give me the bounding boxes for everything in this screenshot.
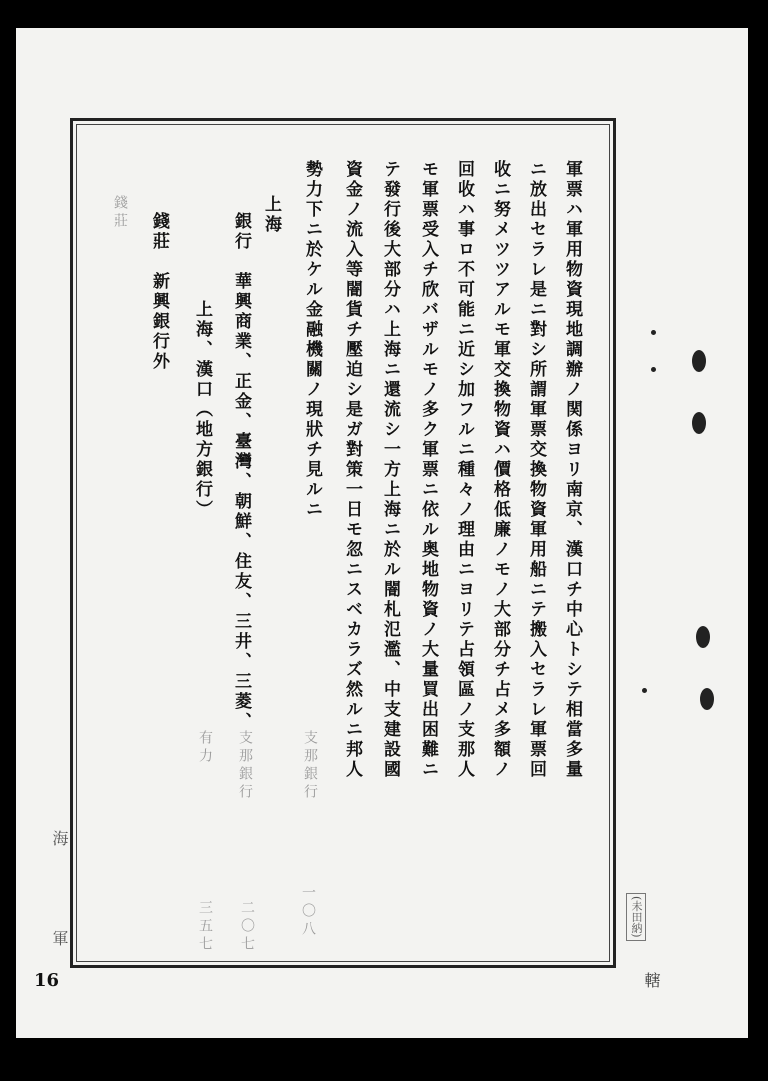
text-column-5: モ軍票受入チ欣バザルモノ多ク軍票ニ依ル奥地物資ノ大量買出困難ニ bbox=[418, 160, 438, 780]
list-item-native-banks: 錢莊 新興銀行外 bbox=[149, 212, 169, 372]
faint-entry: 二〇七 bbox=[239, 900, 255, 954]
faint-entry: 支那銀行 bbox=[237, 730, 253, 802]
text-column-1: 軍票ハ軍用物資現地調辦ノ関係ヨリ南京、漢口チ中心トシテ相當多量 bbox=[562, 160, 582, 780]
faint-entry: 三五七 bbox=[197, 900, 213, 954]
list-item-banks: 銀行 華興商業、正金、臺灣、朝鮮、住友、三井、三菱、 bbox=[231, 212, 251, 732]
margin-label-lower: 軍 bbox=[50, 930, 69, 946]
corner-note: (未田納) bbox=[626, 893, 646, 941]
text-column-3: 收ニ努メツツアルモ軍交換物資ハ價格低廉ノモノ大部分チ占メ多額ノ bbox=[490, 160, 510, 780]
faint-entry: 有力 bbox=[197, 730, 213, 766]
binding-dot bbox=[651, 330, 656, 335]
binding-dot bbox=[651, 367, 656, 372]
text-column-2: ニ放出セラレ是ニ對シ所謂軍票交換物資軍用船ニテ搬入セラレ軍票回 bbox=[526, 160, 546, 780]
margin-label-upper: 海 bbox=[50, 830, 69, 846]
text-column-6: テ發行後大部分ハ上海ニ還流シ一方上海ニ於ル闇札氾濫、中支建設國 bbox=[380, 160, 400, 780]
binding-dot bbox=[642, 688, 647, 693]
faint-entry: 支那銀行 bbox=[302, 730, 318, 802]
list-heading: 上海 bbox=[261, 195, 281, 235]
corner-mark: 轄 bbox=[642, 972, 661, 988]
binding-hole bbox=[700, 688, 714, 710]
text-column-7: 資金ノ流入等闇貨チ壓迫シ是ガ對策一日モ忽ニスベカラズ然ルニ邦人 bbox=[342, 160, 362, 780]
binding-hole bbox=[692, 412, 706, 434]
scan-bottom-edge bbox=[0, 1048, 768, 1081]
text-column-4: 回收ハ事ロ不可能ニ近シ加フルニ種々ノ理由ニヨリテ占領區ノ支那人 bbox=[454, 160, 474, 780]
page-number: 16 bbox=[34, 970, 60, 991]
faint-entry: 一〇八 bbox=[300, 885, 316, 939]
binding-hole bbox=[696, 626, 710, 648]
binding-hole bbox=[692, 350, 706, 372]
text-column-8: 勢力下ニ於ケル金融機關ノ現狀チ見ルニ bbox=[302, 160, 322, 520]
list-item-local-banks: 上海、漢口（地方銀行） bbox=[192, 300, 212, 520]
faint-entry: 錢莊 bbox=[112, 195, 128, 231]
